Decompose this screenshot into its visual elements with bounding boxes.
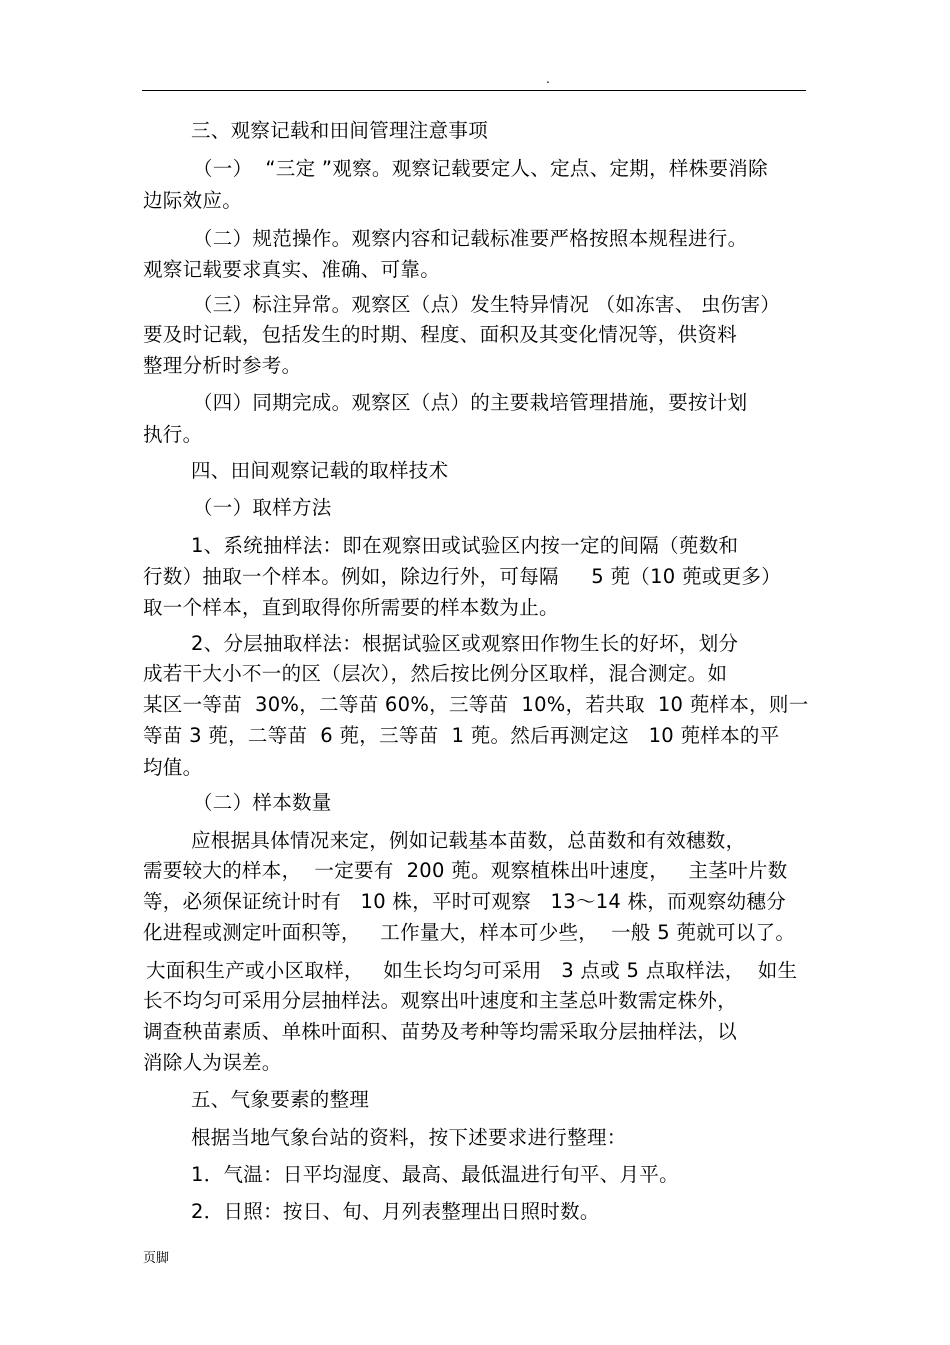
header-rule xyxy=(142,90,806,91)
paragraph-line: 观察记载要求真实、准确、可靠。 xyxy=(143,258,441,281)
paragraph-line: 消除人为误差。 xyxy=(143,1051,282,1074)
section-heading: 四、田间观察记载的取样技术 xyxy=(191,459,449,482)
paragraph-line: 取一个样本，直到取得你所需要的样本数为止。 xyxy=(143,596,559,619)
paragraph-line: 2．日照：按日、旬、月列表整理出日照时数。 xyxy=(191,1200,600,1223)
paragraph-line: 大面积生产或小区取样， 如生长均匀可采用 3 点或 5 点取样法， 如生 xyxy=(146,959,798,982)
paragraph-line: 需要较大的样本， 一定要有 200 蔸。观察植株出叶速度， 主茎叶片数 xyxy=(143,859,788,882)
paragraph-line: 等苗 3 蔸，二等苗 6 蔸，三等苗 1 蔸。然后再测定这 10 蔸样本的平 xyxy=(143,724,780,747)
paragraph-line: （四）同期完成。观察区（点）的主要栽培管理措施，要按计划 xyxy=(193,391,748,414)
paragraph-line: 边际效应。 xyxy=(143,189,243,212)
paragraph-line: 应根据具体情况来定，例如记载基本苗数，总苗数和有效穗数， xyxy=(191,829,746,852)
page-footer: 页脚 xyxy=(143,1251,170,1266)
subsection-heading: （一）取样方法 xyxy=(193,496,332,519)
paragraph-line: 均值。 xyxy=(143,756,203,779)
paragraph-line: （一） “三定 ”观察。观察记载要定人、定点、定期，样株要消除 xyxy=(193,157,768,180)
paragraph-line: 要及时记载，包括发生的时期、程度、面积及其变化情况等，供资料 xyxy=(143,323,738,346)
paragraph-line: 1、系统抽样法：即在观察田或试验区内按一定的间隔（蔸数和 xyxy=(191,534,739,557)
paragraph-line: 化进程或测定叶面积等， 工作量大，样本可少些， 一般 5 蔸就可以了。 xyxy=(143,921,796,944)
paragraph-line: 执行。 xyxy=(143,423,203,446)
paragraph-line: （三）标注异常。观察区（点）发生特异情况 （如冻害、 虫伤害） xyxy=(193,293,781,316)
paragraph-line: 等，必须保证统计时有 10 株，平时可观察 13～14 株，而观察幼穗分 xyxy=(143,890,787,913)
paragraph-line: 成若干大小不一的区（层次），然后按比例分区取样，混合测定。如 xyxy=(143,662,728,685)
subsection-heading: （二）样本数量 xyxy=(193,791,332,814)
section-heading: 三、观察记载和田间管理注意事项 xyxy=(191,119,489,142)
paragraph-line: 2、分层抽取样法：根据试验区或观察田作物生长的好坏，划分 xyxy=(191,632,739,655)
paragraph-line: 行数）抽取一个样本。例如，除边行外，可每隔 5 蔸（10 蔸或更多） xyxy=(143,565,782,588)
paragraph-line: 整理分析时参考。 xyxy=(143,354,302,377)
paragraph-line: 1．气温：日平均湿度、最高、最低温进行旬平、月平。 xyxy=(191,1163,679,1186)
paragraph-line: 根据当地气象台站的资料，按下述要求进行整理： xyxy=(191,1126,627,1149)
paragraph-line: 某区一等苗 30%，二等苗 60%，三等苗 10%，若共取 10 蔸样本，则一 xyxy=(143,693,809,716)
paragraph-line: 长不均匀可采用分层抽样法。观察出叶速度和主茎总叶数需定株外， xyxy=(143,989,738,1012)
paragraph-line: （二）规范操作。观察内容和记载标准要严格按照本规程进行。 xyxy=(193,227,748,250)
paragraph-line: 调查秧苗素质、单株叶面积、苗势及考种等均需采取分层抽样法，以 xyxy=(143,1020,738,1043)
header-mark: . xyxy=(546,72,550,86)
section-heading: 五、气象要素的整理 xyxy=(191,1088,370,1111)
